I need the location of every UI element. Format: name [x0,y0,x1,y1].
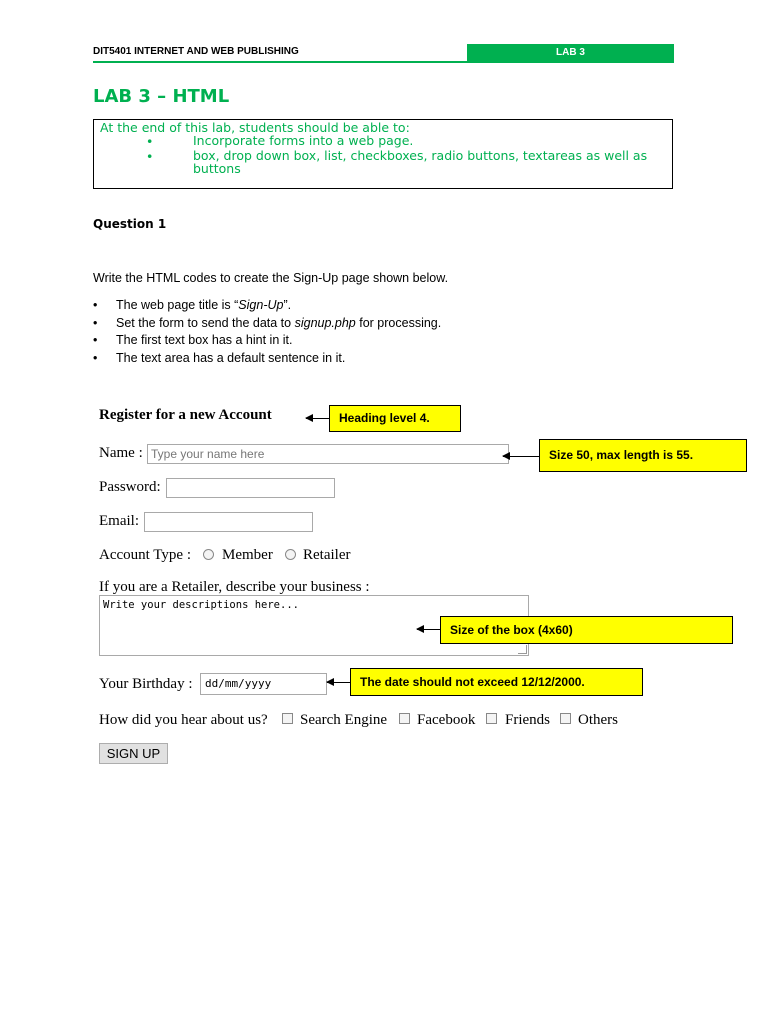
search-engine-checkbox[interactable] [282,713,293,724]
form-heading: Register for a new Account [99,407,272,423]
arrow-left-icon [417,629,440,630]
bullet-icon: • [93,351,98,365]
account-type-label: Account Type : [99,547,191,563]
member-label: Member [222,547,273,563]
facebook-label: Facebook [417,712,476,728]
heading-annotation: Heading level 4. [329,405,461,432]
bullet-icon: • [146,134,154,149]
password-label: Password: [99,479,161,495]
course-header: DIT5401 INTERNET AND WEB PUBLISHING [93,46,299,57]
textarea-annotation: Size of the box (4x60) [440,616,733,644]
page-title: LAB 3 – HTML [93,86,230,107]
bullet-icon: • [146,149,154,164]
password-input[interactable] [166,478,335,498]
hear-about-label: How did you hear about us? [99,712,268,728]
friends-label: Friends [505,712,550,728]
birthday-date-input[interactable]: dd/mm/yyyy [200,673,327,695]
date-annotation: The date should not exceed 12/12/2000. [350,668,643,696]
name-label: Name : [99,445,143,461]
arrow-left-icon [503,456,539,457]
bullet-icon: • [93,333,98,347]
sign-up-button[interactable]: SIGN UP [99,743,168,764]
facebook-checkbox[interactable] [399,713,410,724]
arrow-left-icon [306,418,329,419]
others-checkbox[interactable] [560,713,571,724]
email-label: Email: [99,513,139,529]
email-input[interactable] [144,512,313,532]
objectives-intro: At the end of this lab, students should be able to: [100,120,410,135]
question-instruction: Write the HTML codes to create the Sign-Up page shown below. [93,271,449,285]
name-annotation: Size 50, max length is 55. [539,439,747,472]
search-engine-label: Search Engine [300,712,388,728]
others-label: Others [578,712,618,728]
bullet-icon: • [93,316,98,330]
bullet-icon: • [93,298,98,312]
question-heading: Question 1 [93,217,167,231]
retailer-radio[interactable] [285,549,296,560]
name-input[interactable]: Type your name here [147,444,509,464]
header-rule [93,61,674,63]
retailer-description-label: If you are a Retailer, describe your business : [99,579,370,595]
business-textarea[interactable]: Write your descriptions here... [99,595,529,656]
lab-badge: LAB 3 [467,44,674,62]
friends-checkbox[interactable] [486,713,497,724]
resize-grip-icon[interactable] [518,645,527,654]
objectives-box: At the end of this lab, students should be able to: • Incorporate forms into a web page. • box, drop down box, list, checkboxes, radio buttons, textareas as well as buttons [93,119,673,189]
arrow-left-icon [327,682,350,683]
birthday-label: Your Birthday : [99,676,193,692]
retailer-label: Retailer [303,547,351,563]
member-radio[interactable] [203,549,214,560]
